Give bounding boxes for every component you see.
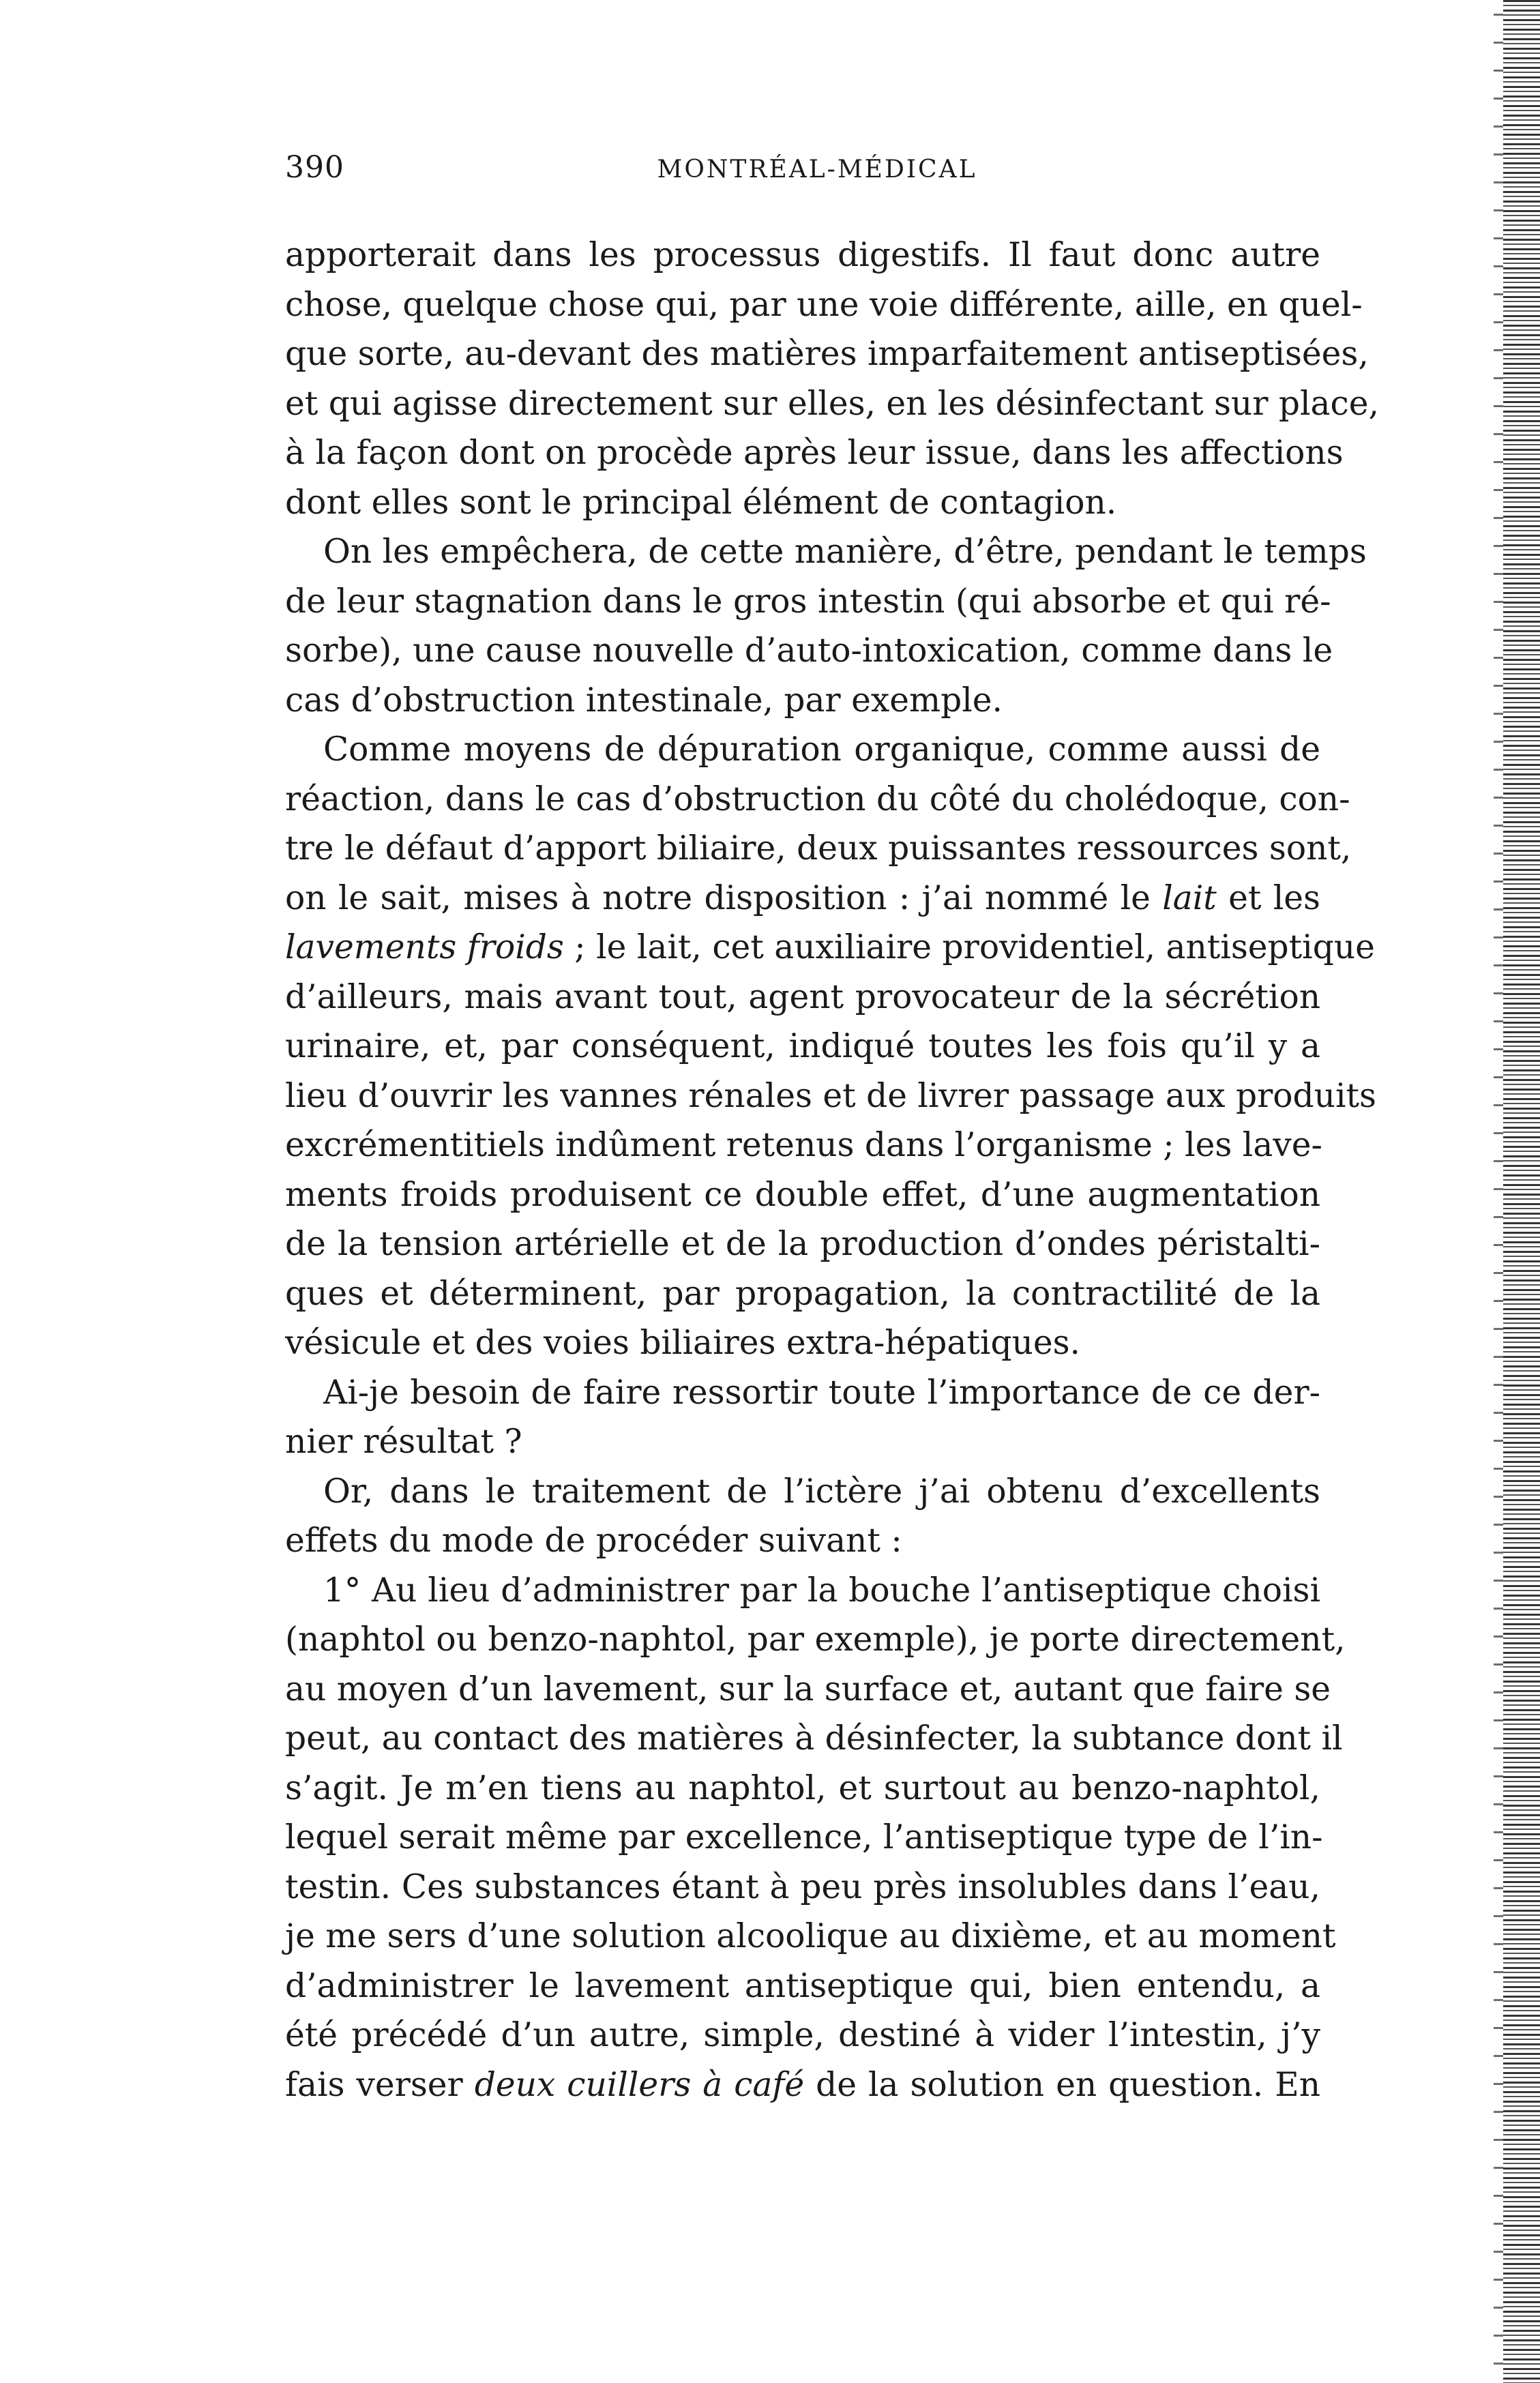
text-line: nier résultat ? (285, 1423, 522, 1461)
text-line: au moyen d’un lavement, sur la surface et, autant que faire se (285, 1670, 1331, 1708)
text-line: tre le défaut d’apport biliaire, deux puissantes ressources sont, (285, 829, 1352, 868)
text-line: ques et déterminent, par propagation, la contractilité de la (285, 1274, 1320, 1313)
text-line: testin. Ces substances étant à peu près insolubles dans l’eau, (285, 1867, 1320, 1906)
emphasis-text: lait (1162, 878, 1217, 917)
text-line: lequel serait même par excellence, l’antiseptique type de l’in- (285, 1818, 1323, 1856)
text-line: lavements froids ; le lait, cet auxiliaire providentiel, antiseptique (285, 928, 1375, 966)
emphasis-text: deux cuillers à café (474, 2065, 805, 2104)
text-line: On les empêchera, de cette manière, d’être, pendant le temps (323, 533, 1367, 571)
text-line: peut, au contact des matières à désinfecter, la subtance dont il (285, 1719, 1343, 1758)
text-line: de la tension artérielle et de la production d’ondes péristalti- (285, 1225, 1320, 1263)
text-line: urinaire, et, par conséquent, indiqué toutes les fois qu’il y a (285, 1027, 1320, 1065)
text-line: (naphtol ou benzo-naphtol, par exemple), je porte directement, (285, 1620, 1346, 1659)
text-line: Ai-je besoin de faire ressortir toute l’importance de ce der- (323, 1373, 1320, 1412)
paragraph (285, 1467, 1320, 1566)
text-line: d’ailleurs, mais avant tout, agent provocateur de la sécrétion (285, 977, 1320, 1016)
text-line: je me sers d’une solution alcoolique au dixième, et au moment (285, 1917, 1336, 1955)
text-line: Or, dans le traitement de l’ictère j’ai obtenu d’excellents (323, 1472, 1320, 1511)
paragraph (285, 1368, 1320, 1467)
text-line: chose, quelque chose qui, par une voie différente, aille, en quel- (285, 285, 1363, 324)
text-line: cas d’obstruction intestinale, par exemple. (285, 681, 1003, 720)
text-line: dont elles sont le principal élément de contagion. (285, 483, 1117, 522)
text-line: excrémentitiels indûment retenus dans l’organisme ; les lave- (285, 1126, 1322, 1164)
page-edge-shadow (1500, 0, 1540, 2383)
text-line: sorbe), une cause nouvelle d’auto-intoxication, comme dans le (285, 632, 1333, 670)
text-line: été précédé d’un autre, simple, destiné à vider l’intestin, j’y (285, 2016, 1320, 2054)
body-text (285, 231, 1379, 2110)
text-line: fais verser deux cuillers à café de la solution en question. En (285, 2065, 1320, 2104)
text-line: effets du mode de procéder suivant : (285, 1522, 902, 1560)
text-line: de leur stagnation dans le gros intestin (qui absorbe et qui ré- (285, 582, 1331, 621)
text-line: que sorte, au-devant des matières imparfaitement antiseptisées, (285, 335, 1369, 373)
text-line: vésicule et des voies biliaires extra-hépatiques. (285, 1324, 1080, 1362)
text-line: d’administrer le lavement antiseptique qui, bien entendu, a (285, 1966, 1320, 2005)
page-number: 390 (285, 150, 344, 185)
running-title: MONTRÉAL-MÉDICAL (657, 156, 977, 183)
text-line: à la façon dont on procède après leur issue, dans les affections (285, 434, 1344, 472)
emphasis-text: lavements froids (285, 928, 564, 966)
text-line: 1° Au lieu d’administrer par la bouche l’antiseptique choisi (323, 1571, 1320, 1610)
paragraph (285, 231, 1379, 527)
text-line: ments froids produisent ce double effet, d’une augmentation (285, 1175, 1320, 1214)
paragraph (285, 527, 1367, 725)
paragraph (285, 1566, 1346, 2110)
text-line: lieu d’ouvrir les vannes rénales et de livrer passage aux produits (285, 1076, 1376, 1115)
text-line: on le sait, mises à notre disposition : j’ai nommé le lait et les (285, 878, 1320, 917)
paragraph (285, 725, 1376, 1368)
text-line: Comme moyens de dépuration organique, comme aussi de (323, 730, 1320, 769)
text-line: réaction, dans le cas d’obstruction du côté du cholédoque, con- (285, 780, 1350, 818)
text-line: apporterait dans les processus digestifs. Il faut donc autre (285, 236, 1320, 274)
page-header (285, 150, 1322, 191)
text-line: et qui agisse directement sur elles, en les désinfectant sur place, (285, 384, 1379, 423)
text-line: s’agit. Je m’en tiens au naphtol, et surtout au benzo-naphtol, (285, 1768, 1320, 1807)
